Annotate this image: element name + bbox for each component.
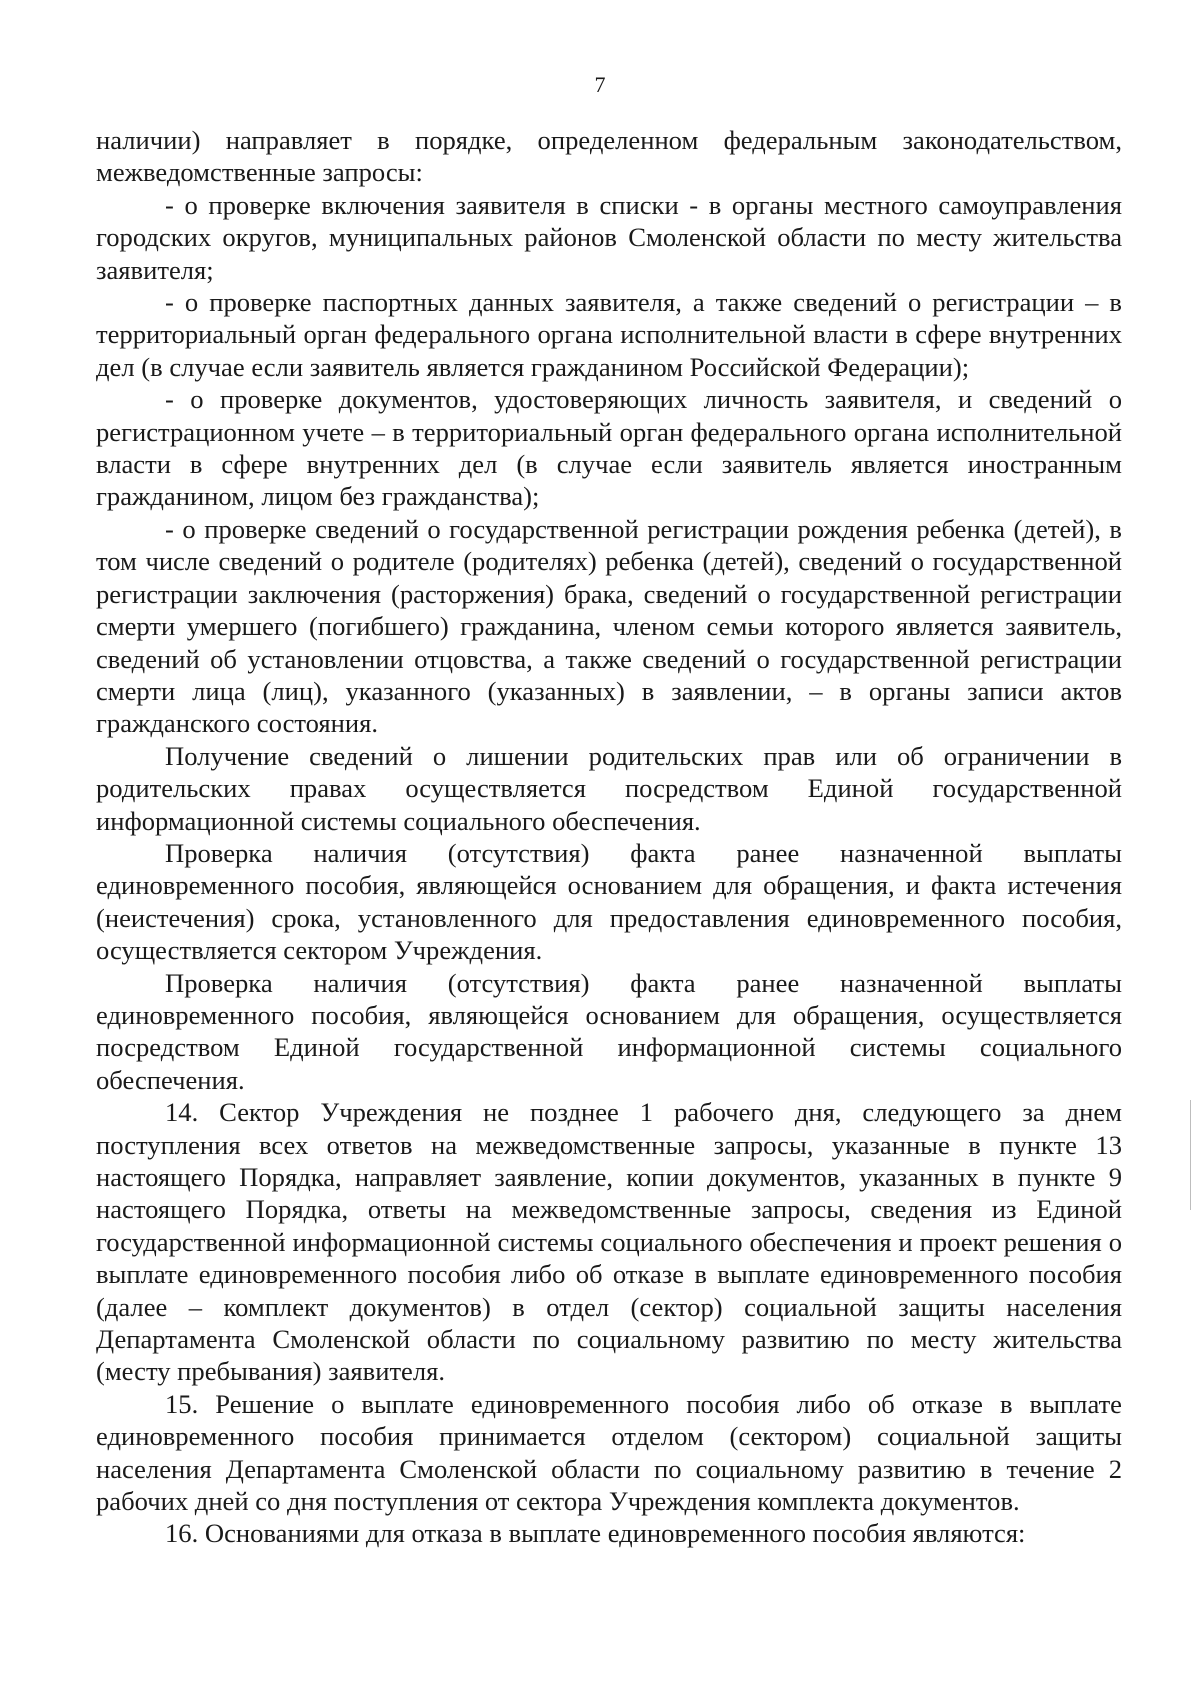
list-item-request-identity: - о проверке документов, удостоверяющих личность заявителя, и сведений о регистрационном учете – в территориальный орган федерального органа исполнительной власти в сфере внутренних дел (в случае если заявитель является иностранным гражданином, лицом без гражданства);: [96, 384, 1122, 512]
page-number: 7: [594, 72, 606, 97]
paragraph-check-payment-egisso: Проверка наличия (отсутствия) факта ранее назначенной выплаты единовременного пособия, являющейся основанием для обращения, осуществляется посредством Единой государственной информационной системы социального обеспечения.: [96, 967, 1122, 1095]
document-body: [96, 124, 1122, 1550]
clause-15: 15. Решение о выплате единовременного пособия либо об отказе в выплате единовременного пособия принимается отделом (сектором) социальной защиты населения Департамента Смоленской области по социальному развитию в течение 2 рабочих дней со дня поступления от сектора Учреждения комплекта документов.: [96, 1388, 1122, 1517]
clause-14: 14. Сектор Учреждения не позднее 1 рабочего дня, следующего за днем поступления всех ответов на межведомственные запросы, указанные в пункте 13 настоящего Порядка, направляет заявление, копии документов, указанных в пункте 9 настоящего Порядка, ответы на межведомственные запросы, сведения из Единой государственной информационной системы социального обеспечения и проект решения о выплате единовременного пособия либо об отказе в выплате единовременного пособия (далее – комплект документов) в отдел (сектор) социальной защиты населения Департамента Смоленской области по социальному развитию по месту жительства (месту пребывания) заявителя.: [96, 1097, 1122, 1387]
paragraph-parental-rights: Получение сведений о лишении родительских прав или об ограничении в родительских правах осуществляется посредством Единой государственной информационной системы социального обеспечения.: [96, 740, 1122, 836]
clause-16: 16. Основаниями для отказа в выплате единовременного пособия являются:: [165, 1518, 1026, 1549]
list-item-request-passport: - о проверке паспортных данных заявителя, а также сведений о регистрации – в территориальный орган федерального органа исполнительной власти в сфере внутренних дел (в случае если заявитель является гражданином Российской Федерации);: [96, 287, 1122, 382]
scan-artifact-mark: [1190, 1100, 1191, 1210]
list-item-request-lists: - о проверке включения заявителя в списки - в органы местного самоуправления городских округов, муниципальных районов Смоленской области по месту жительства заявителя;: [96, 189, 1122, 285]
paragraph-continuation: наличии) направляет в порядке, определенном федеральным законодательством, межведомственные запросы:: [96, 125, 1122, 188]
list-item-request-civil-registry: - о проверке сведений о государственной регистрации рождения ребенка (детей), в том числе сведений о родителе (родителях) ребенка (детей), сведений о государственной регистрации заключения (расторжения) брака, сведений о государственной регистрации смерти умершего (погибшего) гражданина, членом семьи которого является заявитель, сведений об установлении отцовства, а также сведений о государственной регистрации смерти лица (лиц), указанного (указанных) в заявлении, – в органы записи актов гражданского состояния.: [96, 513, 1122, 739]
paragraph-check-payment-sector: Проверка наличия (отсутствия) факта ранее назначенной выплаты единовременного пособия, являющейся основанием для обращения, и факта истечения (неистечения) срока, установленного для предоставления единовременного пособия, осуществляется сектором Учреждения.: [96, 837, 1122, 966]
